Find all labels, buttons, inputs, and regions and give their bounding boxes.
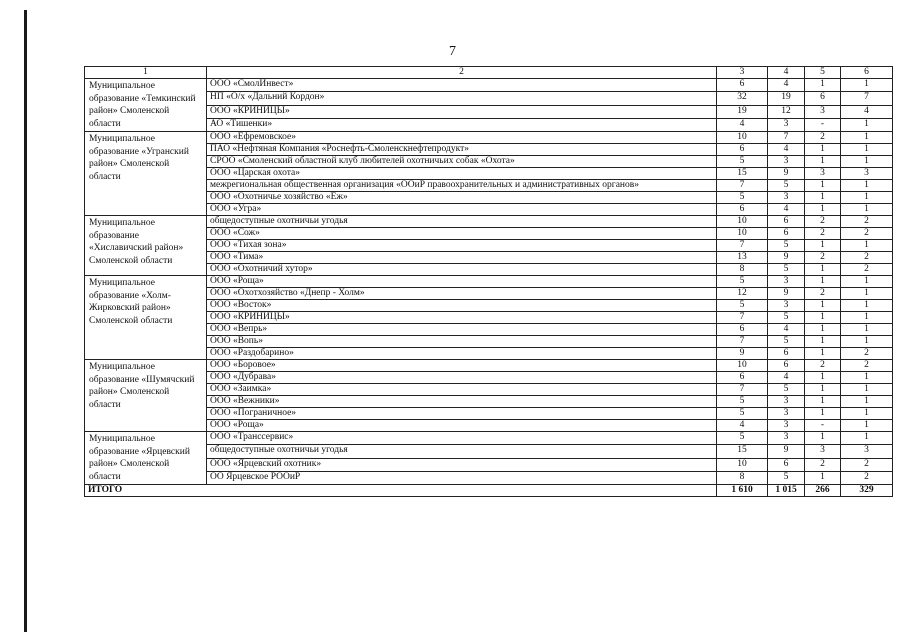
- table-row: [85, 240, 893, 252]
- value-cell: 1: [805, 276, 841, 288]
- value-cell: 3: [768, 396, 805, 408]
- organization-cell: ООО «Дубрава»: [207, 372, 717, 384]
- value-cell: 4: [768, 79, 805, 92]
- value-cell: 13: [717, 252, 768, 264]
- value-cell: 1: [805, 79, 841, 92]
- value-cell: 3: [805, 105, 841, 118]
- value-cell: 6: [717, 324, 768, 336]
- value-cell: 1: [841, 288, 893, 300]
- organization-cell: ООО «Восток»: [207, 300, 717, 312]
- value-cell: 10: [717, 458, 768, 471]
- value-cell: 1: [805, 471, 841, 484]
- value-cell: 19: [768, 92, 805, 105]
- value-cell: 2: [841, 471, 893, 484]
- value-cell: 5: [717, 432, 768, 445]
- value-cell: 5: [768, 312, 805, 324]
- table-row: [85, 252, 893, 264]
- value-cell: 15: [717, 445, 768, 458]
- value-cell: 12: [717, 288, 768, 300]
- municipality-cell: Муниципальное образование «Холм-Жирковский район» Смоленской области: [85, 276, 207, 360]
- organization-cell: ООО «Сож»: [207, 228, 717, 240]
- table-row: [85, 471, 893, 484]
- value-cell: 8: [717, 471, 768, 484]
- organization-cell: ООО «Роща»: [207, 420, 717, 432]
- value-cell: 1: [841, 384, 893, 396]
- value-cell: 3: [841, 168, 893, 180]
- municipality-cell: Муниципальное образование «Хиславичский район» Смоленской области: [85, 216, 207, 276]
- value-cell: 2: [805, 458, 841, 471]
- page-number: 7: [449, 44, 456, 59]
- value-cell: 3: [805, 445, 841, 458]
- value-cell: 10: [717, 132, 768, 144]
- value-cell: -: [805, 118, 841, 131]
- col-header: 5: [805, 67, 841, 79]
- table-row: [85, 168, 893, 180]
- value-cell: 7: [717, 312, 768, 324]
- value-cell: 9: [768, 252, 805, 264]
- value-cell: 1: [805, 192, 841, 204]
- value-cell: 2: [805, 288, 841, 300]
- column-number-header: [85, 67, 893, 79]
- value-cell: 6: [717, 372, 768, 384]
- organization-cell: общедоступные охотничьи угодья: [207, 216, 717, 228]
- value-cell: 2: [805, 360, 841, 372]
- value-cell: 1: [805, 324, 841, 336]
- value-cell: 2: [841, 264, 893, 276]
- value-cell: 6: [717, 144, 768, 156]
- organization-cell: ООО «Угра»: [207, 204, 717, 216]
- value-cell: 5: [768, 384, 805, 396]
- value-cell: 9: [717, 348, 768, 360]
- value-cell: 3: [768, 156, 805, 168]
- table-row: [85, 132, 893, 144]
- value-cell: 1: [841, 132, 893, 144]
- value-cell: 6: [768, 360, 805, 372]
- table-row: [85, 312, 893, 324]
- organization-cell: ООО «Тихая зона»: [207, 240, 717, 252]
- organization-cell: ООО «Вепрь»: [207, 324, 717, 336]
- total-label: ИТОГО: [85, 485, 717, 497]
- col-header: 3: [717, 67, 768, 79]
- value-cell: 1: [805, 156, 841, 168]
- value-cell: 1: [805, 396, 841, 408]
- value-cell: 2: [841, 458, 893, 471]
- value-cell: 1: [841, 408, 893, 420]
- value-cell: 7: [717, 384, 768, 396]
- value-cell: 1: [805, 384, 841, 396]
- value-cell: 4: [768, 372, 805, 384]
- organization-cell: ОО Ярцевское РООиР: [207, 471, 717, 484]
- table-row: [85, 118, 893, 131]
- value-cell: 1: [841, 144, 893, 156]
- value-cell: 2: [805, 228, 841, 240]
- value-cell: 1: [841, 180, 893, 192]
- value-cell: 1: [805, 240, 841, 252]
- value-cell: 5: [768, 471, 805, 484]
- table-row: [85, 228, 893, 240]
- col-header: 4: [768, 67, 805, 79]
- organization-cell: ООО «Вопь»: [207, 336, 717, 348]
- value-cell: 1: [841, 312, 893, 324]
- value-cell: 5: [768, 336, 805, 348]
- organization-cell: ООО «Ярцевский охотник»: [207, 458, 717, 471]
- organization-cell: ООО «Охотничий хутор»: [207, 264, 717, 276]
- organization-cell: ООО «Вежники»: [207, 396, 717, 408]
- table-row: [85, 192, 893, 204]
- organization-cell: ООО «Охотничье хозяйство «Еж»: [207, 192, 717, 204]
- value-cell: 6: [768, 216, 805, 228]
- value-cell: 3: [768, 192, 805, 204]
- organization-cell: межрегиональная общественная организация «ООиР правоохранительных и административных органов»: [207, 180, 717, 192]
- value-cell: 4: [717, 118, 768, 131]
- value-cell: 1: [841, 396, 893, 408]
- value-cell: 6: [717, 79, 768, 92]
- value-cell: 1: [841, 336, 893, 348]
- table-row: [85, 156, 893, 168]
- value-cell: 1: [805, 408, 841, 420]
- value-cell: 10: [717, 216, 768, 228]
- organization-cell: СРОО «Смоленский областной клуб любителей охотничьих собак «Охота»: [207, 156, 717, 168]
- value-cell: 4: [717, 420, 768, 432]
- value-cell: 7: [768, 132, 805, 144]
- value-cell: 6: [768, 348, 805, 360]
- total-value: 1 015: [768, 485, 805, 497]
- organization-cell: ООО «Боровое»: [207, 360, 717, 372]
- value-cell: 1: [841, 276, 893, 288]
- value-cell: 32: [717, 92, 768, 105]
- value-cell: 6: [717, 204, 768, 216]
- value-cell: 4: [768, 144, 805, 156]
- value-cell: 7: [717, 180, 768, 192]
- organization-cell: ООО «Ефремовское»: [207, 132, 717, 144]
- value-cell: 1: [841, 372, 893, 384]
- value-cell: 2: [805, 132, 841, 144]
- table-row: [85, 204, 893, 216]
- value-cell: 19: [717, 105, 768, 118]
- value-cell: 9: [768, 445, 805, 458]
- col-header: 2: [207, 67, 717, 79]
- value-cell: 1: [841, 324, 893, 336]
- table-row: [85, 384, 893, 396]
- organization-cell: ПАО «Нефтяная Компания «Роснефть-Смоленскнефтепродукт»: [207, 144, 717, 156]
- organization-cell: общедоступные охотничьи угодья: [207, 445, 717, 458]
- value-cell: 1: [805, 372, 841, 384]
- table-row: [85, 216, 893, 228]
- value-cell: 1: [841, 240, 893, 252]
- value-cell: 5: [717, 156, 768, 168]
- value-cell: 5: [768, 264, 805, 276]
- table-row: [85, 276, 893, 288]
- value-cell: 1: [805, 348, 841, 360]
- value-cell: 1: [841, 420, 893, 432]
- col-header: 6: [841, 67, 893, 79]
- value-cell: 5: [768, 180, 805, 192]
- quota-table: [84, 66, 893, 497]
- organization-cell: НП «О/х «Дальний Кордон»: [207, 92, 717, 105]
- value-cell: 12: [768, 105, 805, 118]
- organization-cell: ООО «Раздобарино»: [207, 348, 717, 360]
- value-cell: 5: [768, 240, 805, 252]
- value-cell: 1: [841, 204, 893, 216]
- municipality-cell: Муниципальное образование «Темкинский район» Смоленской области: [85, 79, 207, 132]
- table-row: [85, 180, 893, 192]
- table-row: [85, 432, 893, 445]
- municipality-cell: Муниципальное образование «Ярцевский район» Смоленской области: [85, 432, 207, 485]
- organization-cell: ООО «Роща»: [207, 276, 717, 288]
- value-cell: 1: [841, 192, 893, 204]
- organization-cell: ООО «Охотхозяйство «Днепр - Холм»: [207, 288, 717, 300]
- value-cell: 7: [717, 336, 768, 348]
- value-cell: 10: [717, 360, 768, 372]
- value-cell: 2: [841, 216, 893, 228]
- left-margin-bar: [24, 10, 27, 632]
- table-row: [85, 264, 893, 276]
- municipality-cell: Муниципальное образование «Угранский район» Смоленской области: [85, 132, 207, 216]
- table-row: [85, 458, 893, 471]
- value-cell: 1: [805, 264, 841, 276]
- value-cell: 6: [768, 228, 805, 240]
- table-row: [85, 348, 893, 360]
- value-cell: 8: [717, 264, 768, 276]
- total-value: 266: [805, 485, 841, 497]
- value-cell: 3: [768, 408, 805, 420]
- value-cell: 3: [768, 432, 805, 445]
- value-cell: 1: [841, 156, 893, 168]
- value-cell: 1: [841, 118, 893, 131]
- organization-cell: ООО «Тима»: [207, 252, 717, 264]
- value-cell: 5: [717, 276, 768, 288]
- organization-cell: АО «Тишенки»: [207, 118, 717, 131]
- table-row: [85, 360, 893, 372]
- table-row: [85, 324, 893, 336]
- value-cell: 1: [805, 180, 841, 192]
- value-cell: 3: [768, 300, 805, 312]
- value-cell: 5: [717, 396, 768, 408]
- value-cell: 1: [805, 432, 841, 445]
- organization-cell: ООО «КРИНИЦЫ»: [207, 312, 717, 324]
- value-cell: 7: [841, 92, 893, 105]
- value-cell: 9: [768, 168, 805, 180]
- value-cell: 3: [805, 168, 841, 180]
- value-cell: 1: [805, 144, 841, 156]
- value-cell: 9: [768, 288, 805, 300]
- value-cell: 1: [841, 300, 893, 312]
- value-cell: 3: [768, 118, 805, 131]
- table-row: [85, 420, 893, 432]
- value-cell: 3: [768, 420, 805, 432]
- total-value: 1 610: [717, 485, 768, 497]
- organization-cell: ООО «Царская охота»: [207, 168, 717, 180]
- col-header: 1: [85, 67, 207, 79]
- table-row: [85, 79, 893, 92]
- value-cell: 2: [805, 252, 841, 264]
- table-row: [85, 445, 893, 458]
- organization-cell: ООО «Транссервис»: [207, 432, 717, 445]
- value-cell: 4: [841, 105, 893, 118]
- organization-cell: ООО «КРИНИЦЫ»: [207, 105, 717, 118]
- value-cell: 15: [717, 168, 768, 180]
- table-row: [85, 336, 893, 348]
- value-cell: 6: [768, 458, 805, 471]
- total-value: 329: [841, 485, 893, 497]
- table-row: [85, 408, 893, 420]
- table-row: [85, 144, 893, 156]
- value-cell: 10: [717, 228, 768, 240]
- organization-cell: ООО «СмолИнвест»: [207, 79, 717, 92]
- value-cell: 5: [717, 300, 768, 312]
- organization-cell: ООО «Заимка»: [207, 384, 717, 396]
- table-row: [85, 396, 893, 408]
- value-cell: 1: [805, 300, 841, 312]
- value-cell: 4: [768, 204, 805, 216]
- value-cell: 1: [805, 312, 841, 324]
- table-row: [85, 372, 893, 384]
- value-cell: 3: [768, 276, 805, 288]
- value-cell: 3: [841, 445, 893, 458]
- value-cell: 1: [805, 336, 841, 348]
- value-cell: 1: [805, 204, 841, 216]
- value-cell: 2: [805, 216, 841, 228]
- table-row: [85, 300, 893, 312]
- value-cell: 2: [841, 360, 893, 372]
- value-cell: 5: [717, 192, 768, 204]
- value-cell: 4: [768, 324, 805, 336]
- value-cell: 6: [805, 92, 841, 105]
- value-cell: 5: [717, 408, 768, 420]
- value-cell: 2: [841, 228, 893, 240]
- table-row: [85, 92, 893, 105]
- organization-cell: ООО «Пограничное»: [207, 408, 717, 420]
- value-cell: 1: [841, 79, 893, 92]
- table-row: [85, 288, 893, 300]
- table-row: [85, 105, 893, 118]
- total-row: [85, 485, 893, 497]
- value-cell: 2: [841, 252, 893, 264]
- value-cell: 2: [841, 348, 893, 360]
- municipality-cell: Муниципальное образование «Шумячский район» Смоленской области: [85, 360, 207, 432]
- value-cell: -: [805, 420, 841, 432]
- value-cell: 7: [717, 240, 768, 252]
- value-cell: 1: [841, 432, 893, 445]
